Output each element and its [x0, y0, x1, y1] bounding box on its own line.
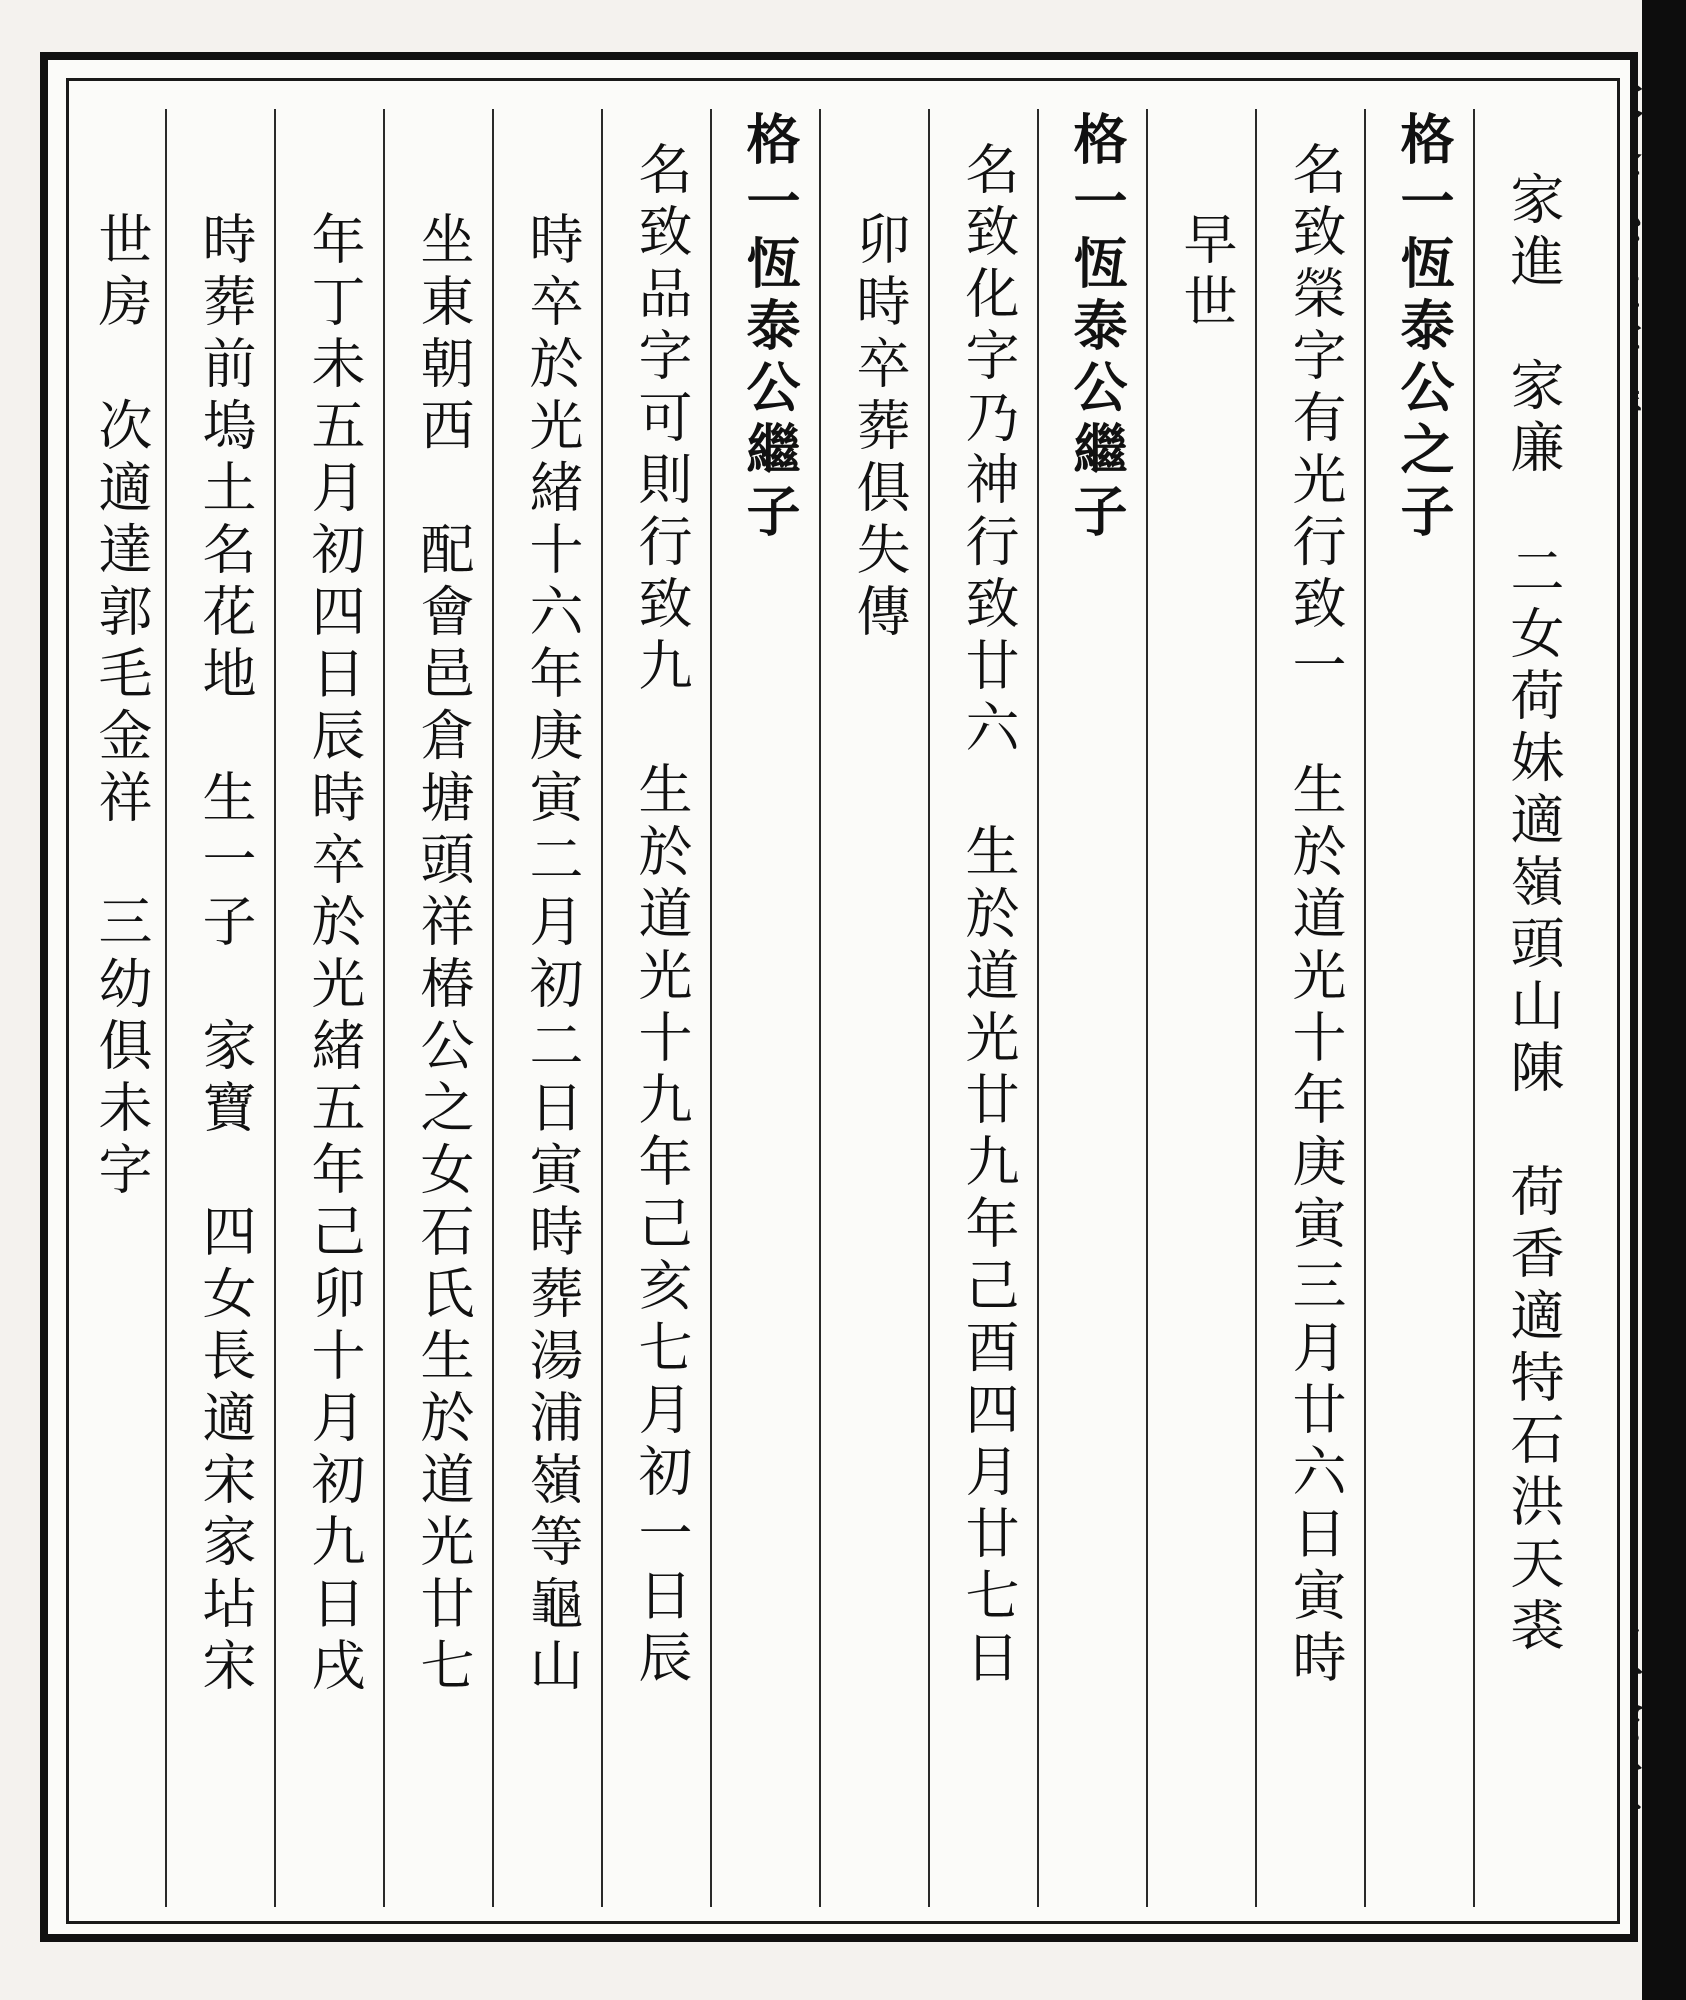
column-rule [1255, 109, 1257, 1907]
text-column-5: 格一恆泰公繼子 [1065, 111, 1129, 545]
text-column-1: 家進 家廉 二女荷妹適嶺頭山陳 荷香適特石洪天裘 [1502, 171, 1565, 1659]
column-rule [1364, 109, 1366, 1907]
column-rule [710, 109, 712, 1907]
text-column-10: 時卒於光緒十六年庚寅二月初二日寅時葬湯浦嶺等龜山 [521, 211, 584, 1699]
column-rule [1146, 109, 1148, 1907]
text-column-7: 卯時卒葬俱失傳 [848, 211, 911, 645]
text-column-11: 坐東朝西 配會邑倉塘頭祥椿公之女石氏生於道光廿七 [412, 211, 475, 1699]
text-column-8: 格一恆泰公繼子 [738, 111, 802, 545]
text-frame [40, 52, 1638, 1942]
text-column-2: 格一恆泰公之子 [1392, 111, 1456, 545]
text-column-13: 時葬前塢土名花地 生一子 家寶 四女長適宋家坫宋 [194, 211, 257, 1699]
column-rule [492, 109, 494, 1907]
column-grid [66, 78, 1620, 1924]
column-rule [165, 109, 167, 1907]
text-column-14: 世房 次適達郭毛金祥 三幼俱未字 [90, 211, 153, 1203]
text-column-4: 早世 [1175, 211, 1238, 335]
text-column-9: 名致品字可則行致九 生於道光十九年己亥七月初一日辰 [630, 141, 693, 1691]
text-column-6: 名致化字乃神行致廿六 生於道光廿九年己酉四月廿七日 [957, 141, 1020, 1691]
column-rule [1473, 109, 1475, 1907]
book-spine [1642, 0, 1686, 2000]
text-column-3: 名致榮字有光行致一 生於道光十年庚寅三月廿六日寅時 [1284, 141, 1347, 1691]
column-rule [601, 109, 603, 1907]
column-rule [274, 109, 276, 1907]
text-column-12: 年丁未五月初四日辰時卒於光緒五年己卯十月初九日戌 [303, 211, 366, 1699]
column-rule [819, 109, 821, 1907]
column-rule [1037, 109, 1039, 1907]
column-rule [383, 109, 385, 1907]
column-rule [928, 109, 930, 1907]
